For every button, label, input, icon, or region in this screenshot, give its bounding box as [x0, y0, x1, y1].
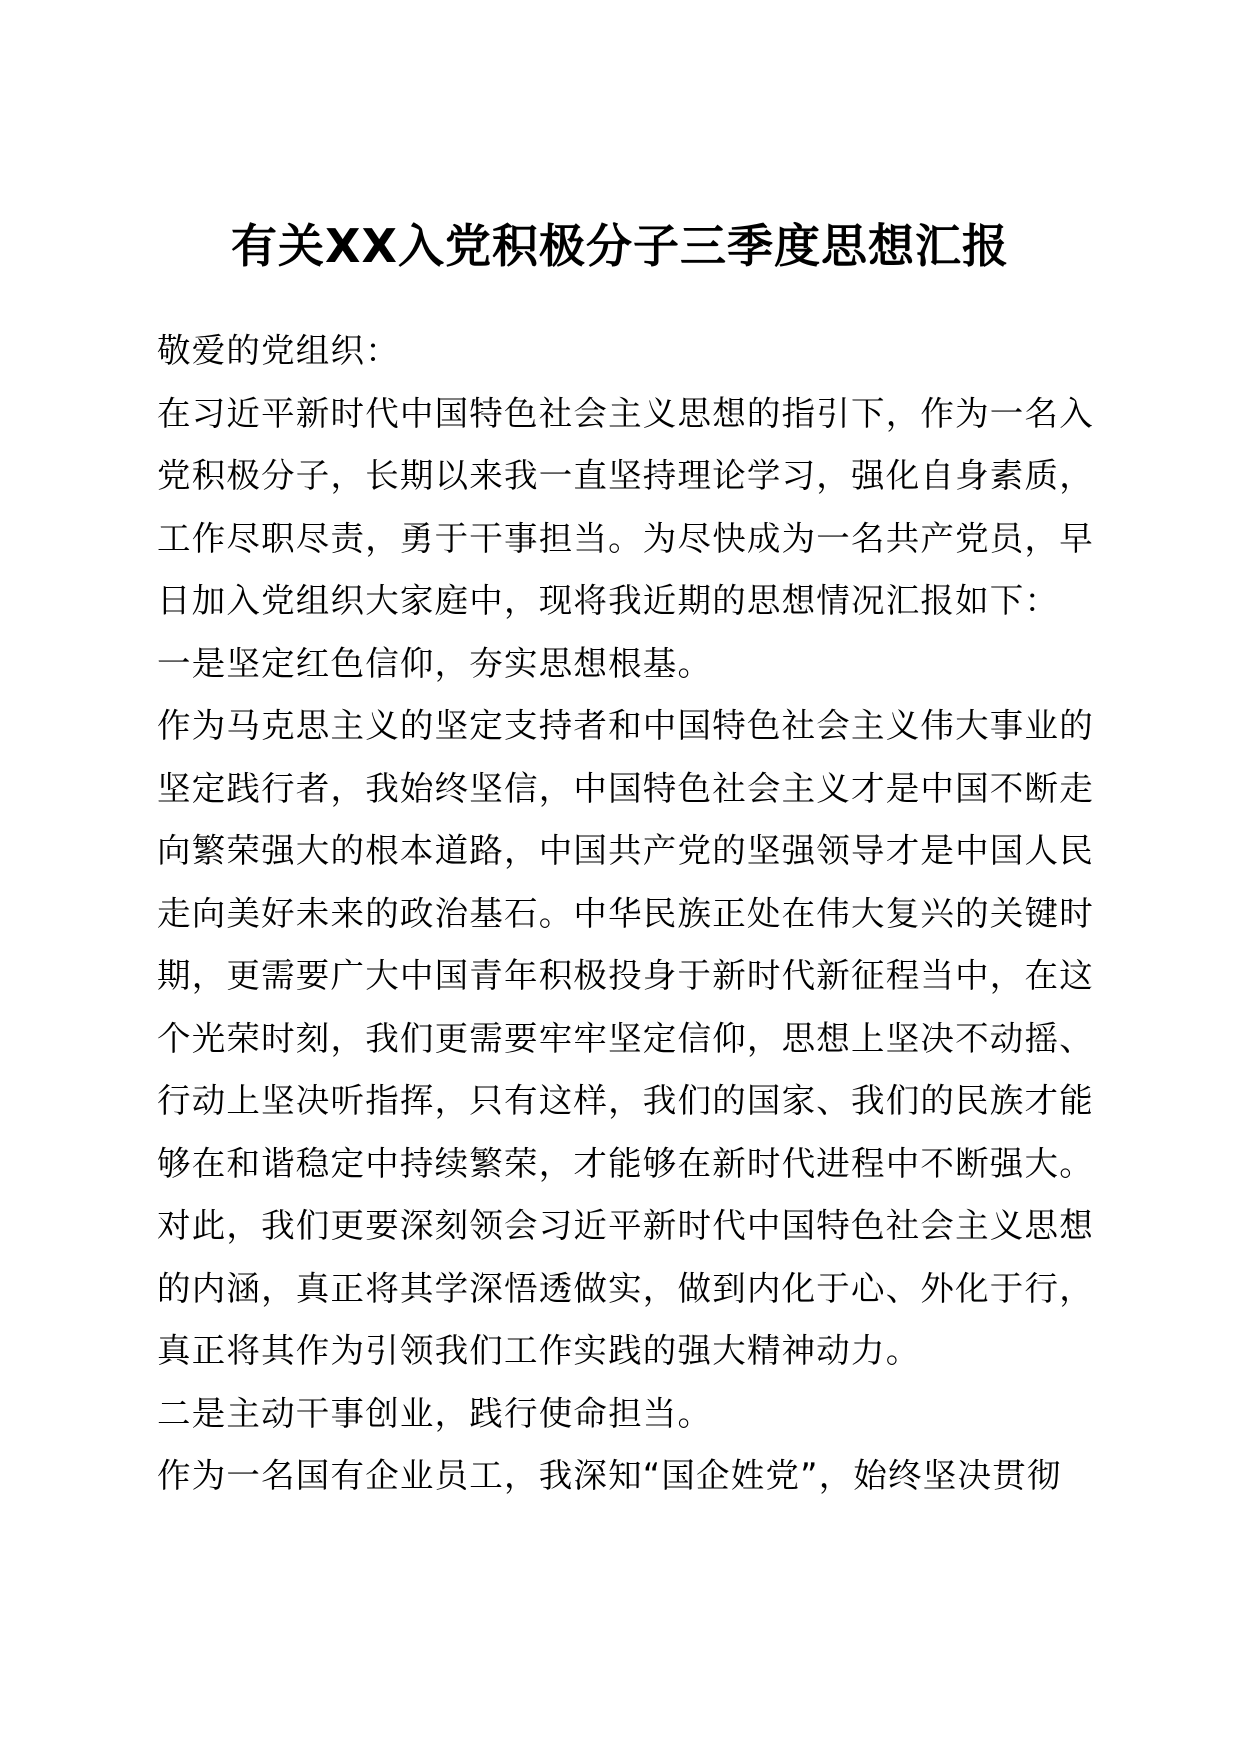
paragraph-line: 个光荣时刻，我们更需要牢牢坚定信仰，思想上坚决不动摇、 — [157, 1018, 1094, 1058]
paragraph-line: 对此，我们更要深刻领会习近平新时代中国特色社会主义思想 — [157, 1206, 1094, 1245]
section-heading-2: 二是主动干事创业，践行使命担当。 — [157, 1393, 713, 1433]
paragraph-line: 党积极分子，长期以来我一直坚持理论学习，强化自身素质， — [157, 456, 1094, 495]
paragraph-line: 向繁荣强大的根本道路，中国共产党的坚强领导才是中国人民 — [157, 831, 1094, 870]
paragraph-line: 期，更需要广大中国青年积极投身于新时代新征程当中，在这 — [157, 956, 1094, 995]
paragraph-line: 作为马克思主义的坚定支持者和中国特色社会主义伟大事业的 — [157, 706, 1094, 745]
paragraph-line: 在习近平新时代中国特色社会主义思想的指引下，作为一名入 — [157, 393, 1094, 433]
paragraph-line: 行动上坚决听指挥，只有这样，我们的国家、我们的民族才能 — [157, 1081, 1094, 1120]
paragraph-line: 走向美好未来的政治基石。中华民族正处在伟大复兴的关键时 — [157, 893, 1094, 933]
document-title: 有关XX入党积极分子三季度思想汇报 — [231, 219, 1009, 273]
salutation-line: 敬爱的党组织： — [157, 331, 400, 370]
paragraph-line: 作为一名国有企业员工，我深知“国企姓党”，始终坚决贯彻 — [157, 1456, 1062, 1495]
paragraph-line: 工作尽职尽责，勇于干事担当。为尽快成为一名共产党员，早 — [157, 518, 1094, 558]
paragraph-line: 坚定践行者，我始终坚信，中国特色社会主义才是中国不断走 — [157, 768, 1094, 808]
paragraph-line: 够在和谐稳定中持续繁荣，才能够在新时代进程中不断强大。 — [157, 1143, 1094, 1183]
paragraph-line: 真正将其作为引领我们工作实践的强大精神动力。 — [157, 1331, 921, 1370]
paragraph-line: 的内涵，真正将其学深悟透做实，做到内化于心、外化于行， — [157, 1268, 1094, 1308]
document-body — [157, 320, 1094, 1508]
section-heading-1: 一是坚定红色信仰，夯实思想根基。 — [157, 643, 713, 683]
paragraph-line: 日加入党组织大家庭中，现将我近期的思想情况汇报如下： — [157, 581, 1060, 620]
